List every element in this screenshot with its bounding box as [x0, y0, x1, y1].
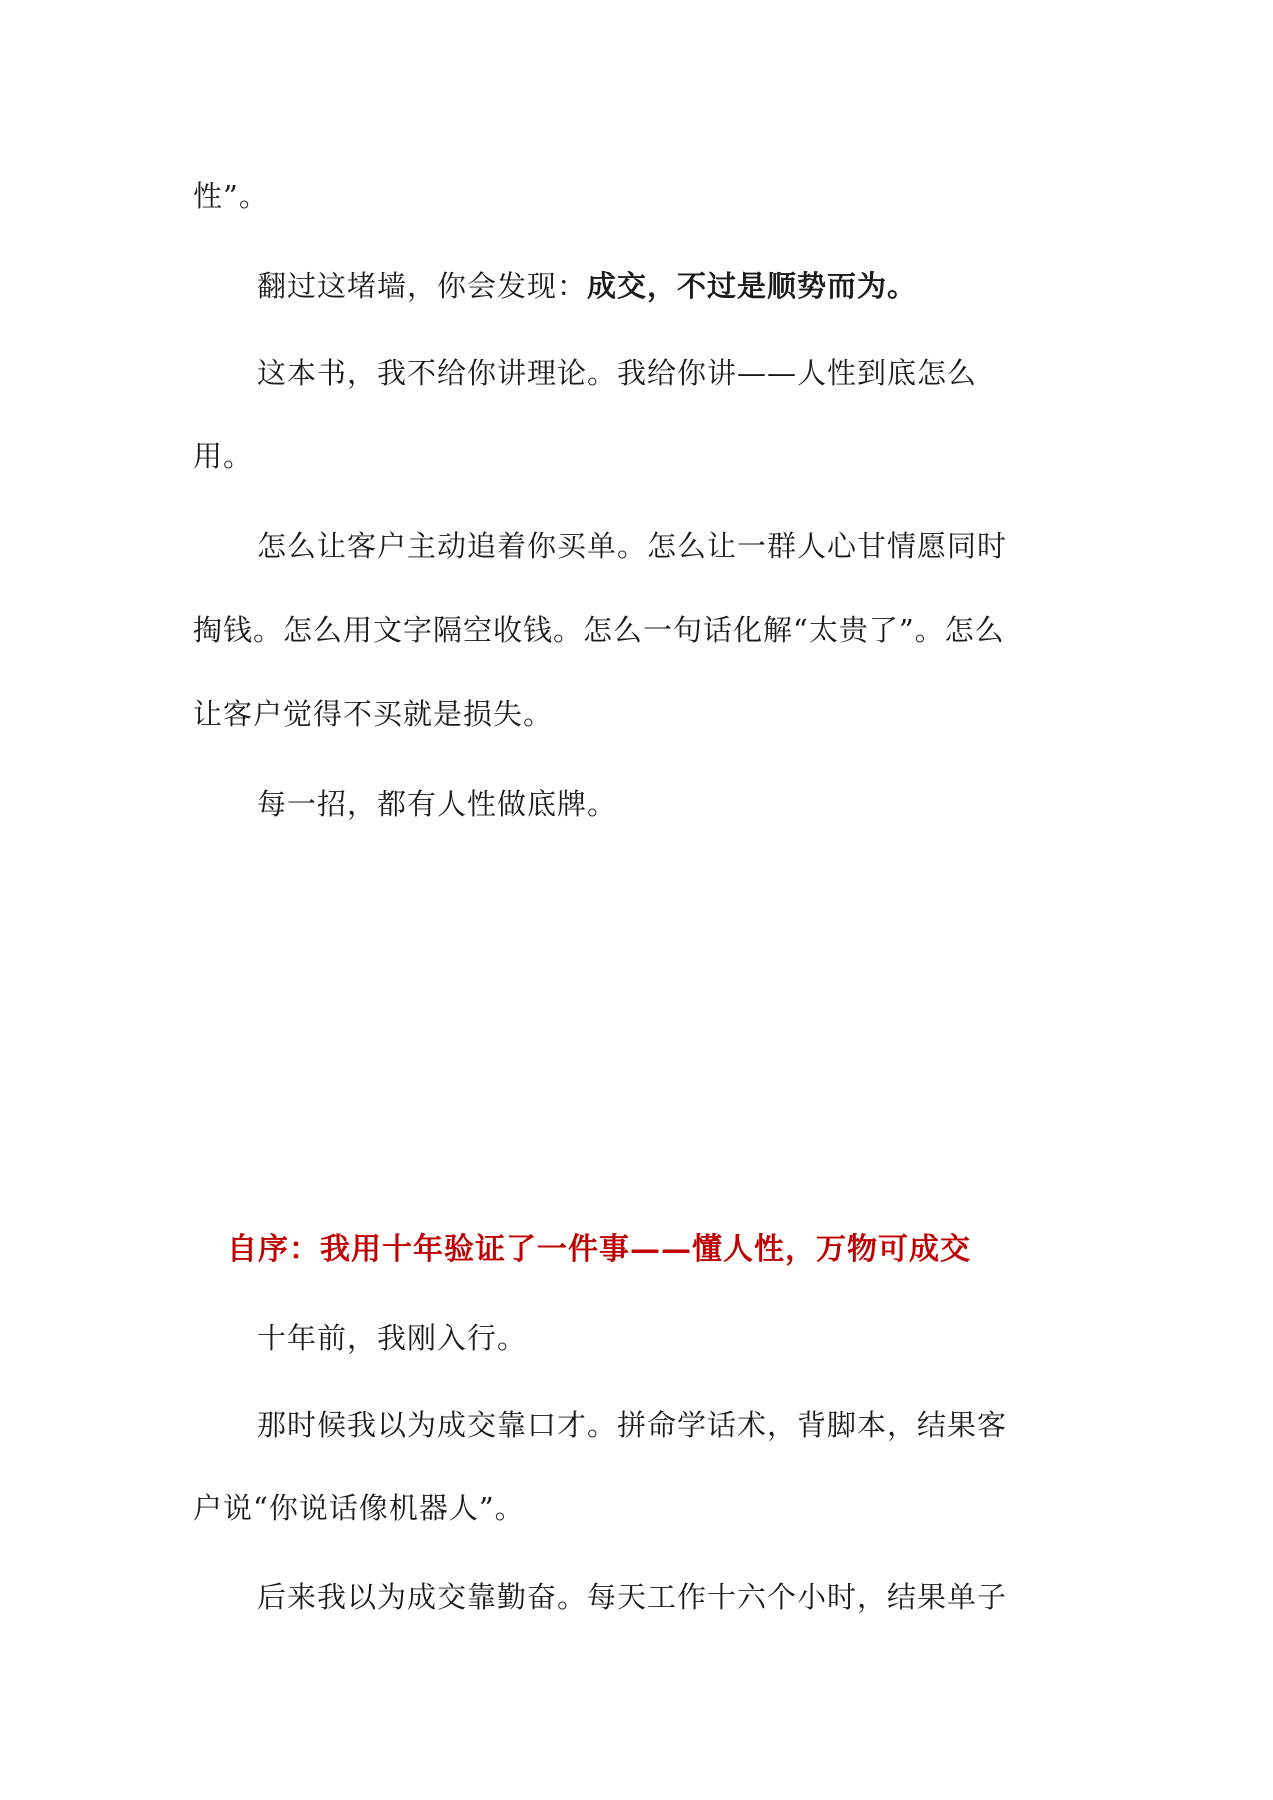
paragraph-line [257, 266, 917, 306]
paragraph-line: 让客户觉得不买就是损失。 [193, 697, 554, 731]
paragraph-line: 户说“你说话像机器人”。 [193, 1491, 525, 1525]
paragraph-line: 十年前，我刚入行。 [257, 1321, 528, 1355]
paragraph-line: 那时候我以为成交靠口才。拼命学话术，背脚本，结果客 [257, 1408, 1008, 1442]
paragraph-line: 怎么让客户主动追着你买单。怎么让一群人心甘情愿同时 [257, 529, 1008, 563]
paragraph-text: 翻过这堵墙，你会发现： [257, 269, 588, 303]
section-heading: 自序：我用十年验证了一件事——懂人性，万物可成交 [227, 1232, 971, 1267]
paragraph-line: 这本书，我不给你讲理论。我给你讲——人性到底怎么 [257, 356, 978, 390]
bold-emphasis-text: 成交，不过是顺势而为。 [587, 269, 918, 303]
paragraph-line: 性”。 [193, 179, 269, 213]
paragraph-line: 掏钱。怎么用文字隔空收钱。怎么一句话化解“太贵了”。怎么 [193, 613, 1005, 647]
paragraph-line: 后来我以为成交靠勤奋。每天工作十六个小时，结果单子 [257, 1580, 1008, 1614]
paragraph-line: 用。 [193, 439, 254, 473]
paragraph-line: 每一招，都有人性做底牌。 [257, 787, 618, 821]
